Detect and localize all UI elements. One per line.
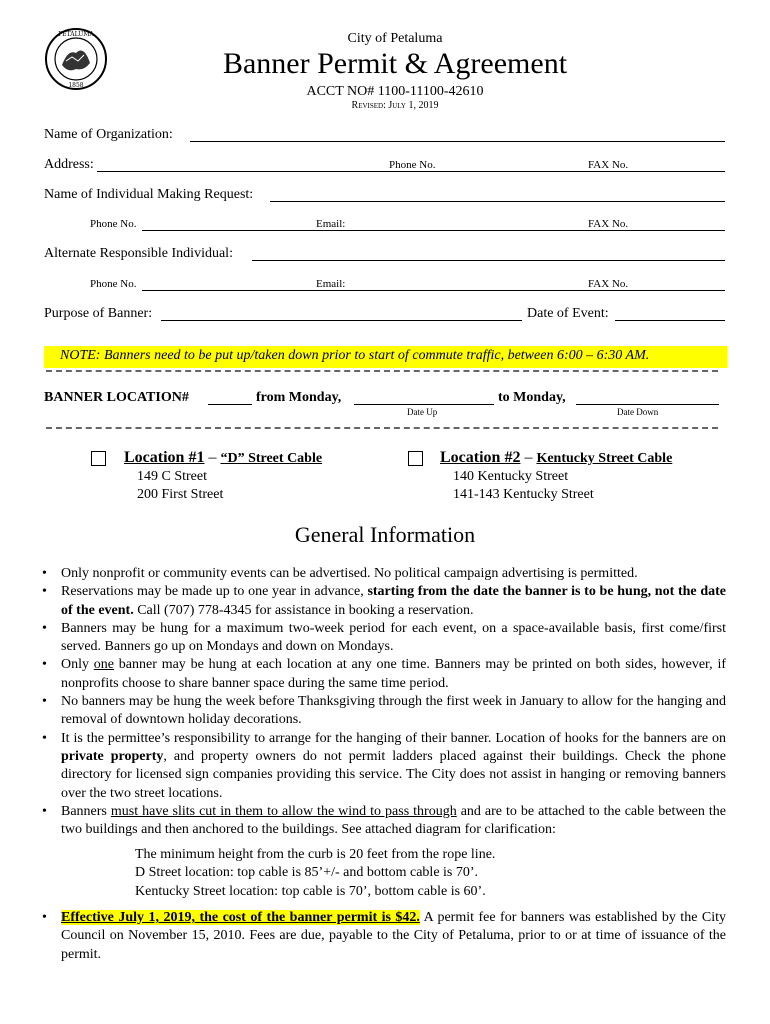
purpose-label: Purpose of Banner: <box>44 306 153 321</box>
from-monday-label: from Monday, <box>256 390 342 405</box>
divider-top <box>46 370 718 372</box>
d-street-heights: D Street location: top cable is 85’+/- and bottom cable is 70’. <box>135 865 479 881</box>
fee-list <box>42 909 726 964</box>
date-of-event-label: Date of Event: <box>527 306 609 321</box>
date-down-field[interactable] <box>576 404 719 405</box>
banner-location-number-field[interactable] <box>208 404 252 405</box>
address-fax-label: FAX No. <box>588 159 629 171</box>
address-phone-label: Phone No. <box>389 159 436 171</box>
list-item: • Only one banner may be hung at each location at any one time. Banners may be printed on both sides, however, if nonprofits choose to share banner space during the same time period. <box>42 657 727 691</box>
divider-bottom <box>46 427 718 429</box>
individual-phone-field[interactable] <box>142 230 725 231</box>
acct-number: ACCT NO# 1100-11100-42610 <box>306 84 484 99</box>
location-1-address-1: 149 C Street <box>137 469 207 484</box>
individual-phone-label: Phone No. <box>90 218 137 230</box>
individual-label: Name of Individual Making Request: <box>44 187 254 202</box>
purpose-field[interactable] <box>161 320 522 321</box>
alternate-label: Alternate Responsible Individual: <box>44 246 233 261</box>
page-title: Banner Permit & Agreement <box>222 47 568 80</box>
address-field[interactable] <box>97 171 725 172</box>
to-monday-label: to Monday, <box>498 390 566 405</box>
list-item: • Reservations may be made up to one year in advance, starting from the date the banner is to be hung, not the date of the event. Call (707) 778-4345 for assistance in booking a reservation. <box>42 584 726 618</box>
alternate-phone-field[interactable] <box>142 290 725 291</box>
list-item: • Effective July 1, 2019, the cost of the banner permit is $42. A permit fee for banners was established by the City Council on November 15, 2010. Fees are due, payable to the City of Petaluma, prior to or at time of issuance of the permit. <box>42 910 727 962</box>
location-1-checkbox[interactable] <box>91 451 106 466</box>
date-up-field[interactable] <box>354 404 494 405</box>
address-label: Address: <box>44 157 94 172</box>
alternate-phone-label: Phone No. <box>90 278 137 290</box>
kentucky-street-heights: Kentucky Street location: top cable is 70’, bottom cable is 60’. <box>135 883 486 899</box>
note-text: NOTE: Banners need to be put up/taken down prior to start of commute traffic, between 6:00 – 6:30 AM. <box>60 348 650 363</box>
svg-text:PETALUMA: PETALUMA <box>58 31 94 38</box>
location-1-heading: Location #1 – “D” Street Cable <box>124 449 323 466</box>
date-down-caption: Date Down <box>617 407 659 417</box>
min-height-line: The minimum height from the curb is 20 feet from the rope line. <box>135 847 496 862</box>
list-item: • Banners may be hung for a maximum two-week period for each event, on a space-available basis, first come/first served. Banners go up on Mondays and down on Mondays. <box>42 620 726 655</box>
date-of-event-field[interactable] <box>615 320 725 321</box>
date-up-caption: Date Up <box>407 407 438 417</box>
banner-location-label: BANNER LOCATION# <box>44 390 189 405</box>
list-item: • Only nonprofit or community events can be advertised. No political campaign advertising is permitted. <box>42 566 638 581</box>
alternate-field[interactable] <box>252 260 725 261</box>
general-info-heading: General Information <box>294 522 476 547</box>
list-item: • No banners may be hung the week before Thanksgiving through the first week in January to allow for the hanging and removal of downtown holiday decorations. <box>42 694 726 728</box>
location-2-checkbox[interactable] <box>408 451 423 466</box>
individual-email-label: Email: <box>316 218 346 230</box>
location-2-address-1: 140 Kentucky Street <box>453 469 569 484</box>
revised-date: Revised: July 1, 2019 <box>351 100 439 111</box>
organization-label: Name of Organization: <box>44 127 173 142</box>
organization-field[interactable] <box>190 141 725 142</box>
list-item: • It is the permittee’s responsibility to arrange for the hanging of their banner. Location of hooks for the banners are on private property, and property owners do not permit ladders placed against their buildings. Check the phone directory for licensed sign companies providing this service. The City does not assist in hanging or removing banners over the two street locations. <box>42 730 727 801</box>
city-name: City of Petaluma <box>347 31 443 46</box>
list-item: • Banners must have slits cut in them to allow the wind to pass through and are to be attached to the cable between the two buildings and then anchored to the buildings. See attached diagram for clarification: <box>42 803 726 838</box>
minimum-height-block <box>135 846 495 901</box>
individual-field[interactable] <box>270 201 725 202</box>
individual-fax-label: FAX No. <box>588 218 629 230</box>
location-2-address-2: 141-143 Kentucky Street <box>453 487 594 502</box>
location-1-address-2: 200 First Street <box>137 487 224 502</box>
svg-text:1858: 1858 <box>68 82 84 89</box>
location-2-heading: Location #2 – Kentucky Street Cable <box>440 449 673 466</box>
alternate-fax-label: FAX No. <box>588 278 629 290</box>
note-highlight <box>44 346 727 368</box>
general-info-list <box>42 565 726 839</box>
alternate-email-label: Email: <box>316 278 346 290</box>
